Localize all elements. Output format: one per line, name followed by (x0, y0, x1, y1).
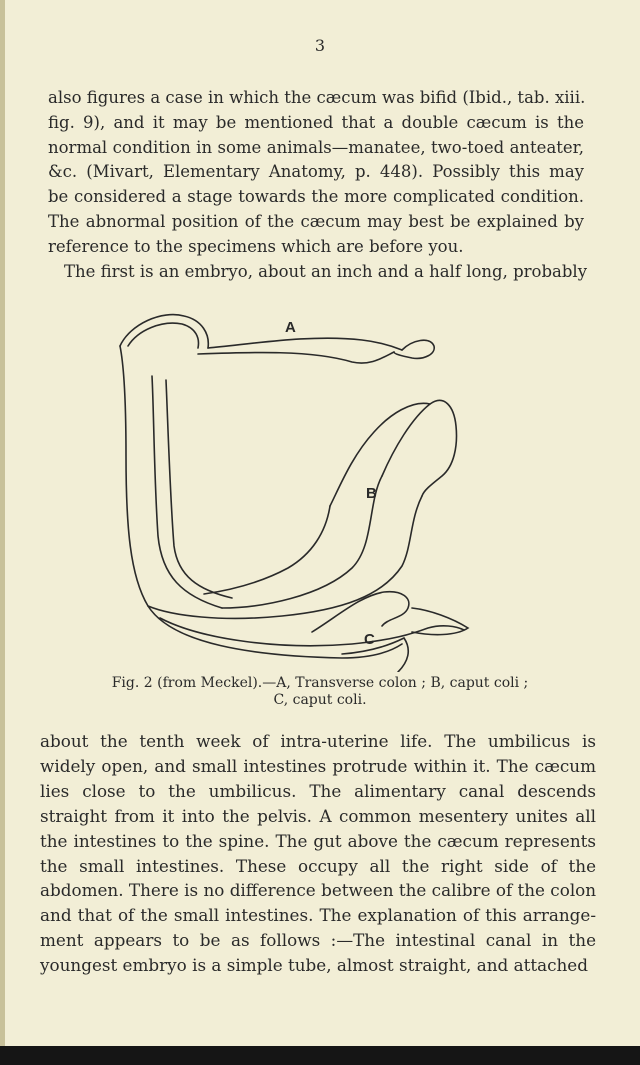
page-bottom-edge (0, 1046, 640, 1065)
paragraph-line: lies close to the umbilicus. The alimentary canal descends (40, 780, 596, 801)
paragraph-line: widely open, and small intestines protrude within it. The cæcum (40, 755, 596, 776)
paragraph-line: be considered a stage towards the more complicated condition. (48, 187, 584, 207)
label-a: A (285, 319, 296, 336)
paragraph-line: &c. (Mivart, Elementary Anatomy, p. 448). Possibly this may (48, 162, 584, 182)
paragraph-line: reference to the specimens which are before you. (48, 236, 464, 256)
caption-line: C, caput coli. (273, 692, 367, 708)
paragraph-line: also figures a case in which the cæcum was bifid (Ibid., tab. xiii. (48, 88, 586, 107)
paragraph-line: and that of the small intestines. The explanation of this arrange- (40, 905, 596, 926)
paragraph-line: fig. 9), and it may be mentioned that a double cæcum is the (48, 112, 584, 132)
paragraph-line: youngest embryo is a simple tube, almost straight, and attached (40, 955, 588, 976)
caption-line: Fig. 2 (from Meckel).—A, Transverse colon ; B, caput coli ; (111, 675, 529, 691)
page-number: 3 (314, 36, 326, 55)
label-b: B (366, 485, 377, 502)
paragraph-line: about the tenth week of intra-uterine life. The umbilicus is (40, 731, 596, 751)
figure-labels (112, 306, 492, 672)
paragraph-line: abdomen. There is no difference between the calibre of the colon (40, 880, 597, 901)
paragraph-line: ment appears to be as follows :—The intestinal canal in the (40, 930, 596, 951)
page-edge (0, 0, 5, 1065)
label-c: C (364, 631, 375, 648)
paragraph-line: The first is an embryo, about an inch and a half long, probably (64, 261, 588, 281)
figure-caption (80, 675, 560, 709)
paragraph-line: normal condition in some animals—manatee, two-toed anteater, (48, 137, 584, 157)
paragraph-line: the small intestines. These occupy all the right side of the (40, 855, 596, 876)
paragraph-line: The abnormal position of the cæcum may best be explained by (48, 211, 584, 231)
intestine-figure (112, 306, 492, 672)
paragraph-1 (48, 86, 588, 284)
paragraph-2 (40, 729, 596, 978)
paragraph-line: straight from it into the pelvis. A common mesentery unites all (40, 805, 596, 826)
paragraph-line: the intestines to the spine. The gut above the cæcum represents (40, 830, 596, 851)
